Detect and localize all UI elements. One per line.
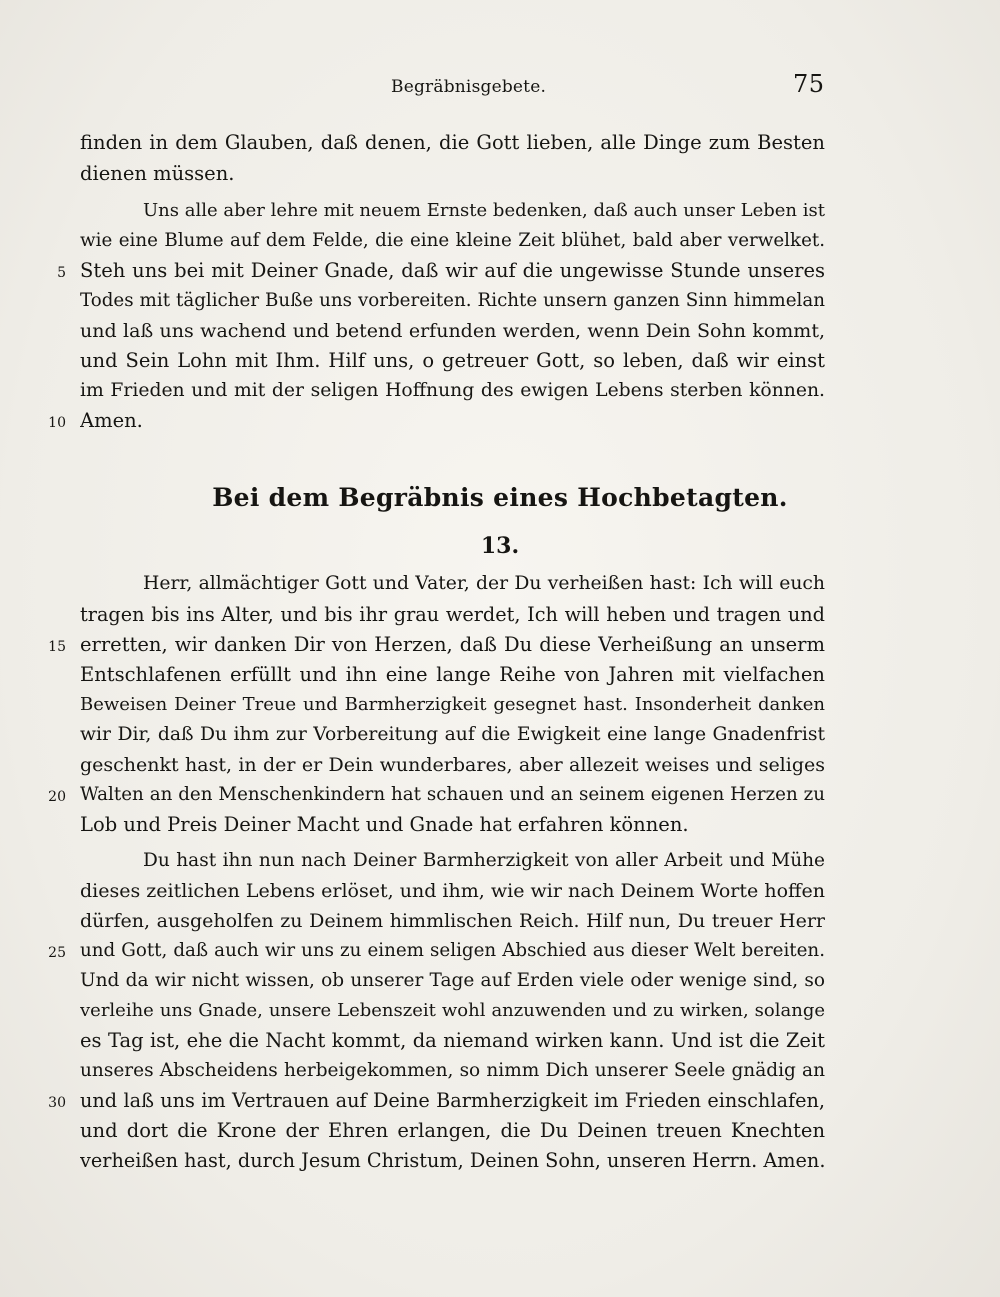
text-line: wie eine Blume auf dem Felde, die eine kleine Zeit blühet, bald aber verwelket.: [80, 230, 825, 251]
text-line: finden in dem Glauben, daß denen, die Gott lieben, alle Dinge zum Besten: [80, 131, 825, 154]
text-line: es Tag ist, ehe die Nacht kommt, da niemand wirken kann. Und ist die Zeit: [80, 1029, 825, 1052]
text-line: Lob und Preis Deiner Macht und Gnade hat erfahren können.: [80, 813, 689, 836]
text-line: und dort die Krone der Ehren erlangen, die Du Deinen treuen Knechten: [80, 1119, 825, 1142]
text-line: verheißen hast, durch Jesum Christum, Deinen Sohn, unseren Herrn. Amen.: [80, 1149, 825, 1172]
text-line: Amen.: [80, 409, 143, 432]
text-line: verleihe uns Gnade, unsere Lebenszeit wohl anzuwenden und zu wirken, solange: [80, 1000, 825, 1021]
line-number: 5: [57, 265, 66, 281]
text-line: im Frieden und mit der seligen Hoffnung des ewigen Lebens sterben können.: [80, 380, 825, 401]
text-line: Steh uns bei mit Deiner Gnade, daß wir auf die ungewisse Stunde unseres: [80, 259, 825, 282]
text-line: Herr, allmächtiger Gott und Vater, der Du verheißen hast: Ich will euch: [143, 573, 825, 594]
line-number: 20: [48, 789, 66, 805]
text-line: Und da wir nicht wissen, ob unserer Tage auf Erden viele oder wenige sind, so: [80, 970, 825, 991]
text-line: dürfen, ausgeholfen zu Deinem himmlischen Reich. Hilf nun, Du treuer Herr: [80, 910, 825, 932]
text-line: tragen bis ins Alter, und bis ihr grau werdet, Ich will heben und tragen und: [80, 603, 825, 626]
text-line: und laß uns wachend und betend erfunden werden, wenn Dein Sohn kommt,: [80, 320, 825, 342]
text-line: dieses zeitlichen Lebens erlöset, und ihm, wie wir nach Deinem Worte hoffen: [80, 880, 825, 902]
text-line: und Gott, daß auch wir uns zu einem seligen Abschied aus dieser Welt bereiten.: [80, 940, 825, 961]
text-line: Walten an den Menschenkindern hat schauen und an seinem eigenen Herzen zu: [80, 784, 825, 805]
text-line: Uns alle aber lehre mit neuem Ernste bedenken, daß auch unser Leben ist: [143, 200, 825, 221]
running-head: Begräbnisgebete.: [391, 77, 547, 97]
line-number: 10: [48, 415, 66, 431]
text-line: Du hast ihn nun nach Deiner Barmherzigkeit von aller Arbeit und Mühe: [143, 850, 825, 871]
line-number: 15: [48, 639, 66, 655]
prayer-number: 13.: [480, 533, 520, 559]
line-number: 25: [48, 945, 66, 961]
text-line: dienen müssen.: [80, 162, 235, 185]
text-line: erretten, wir danken Dir von Herzen, daß Du diese Verheißung an unserm: [80, 633, 825, 656]
text-line: und Sein Lohn mit Ihm. Hilf uns, o getreuer Gott, so leben, daß wir einst: [80, 349, 825, 372]
text-line: wir Dir, daß Du ihm zur Vorbereitung auf die Ewigkeit eine lange Gnadenfrist: [80, 724, 825, 745]
text-line: unseres Abscheidens herbeigekommen, so nimm Dich unserer Seele gnädig an: [80, 1060, 825, 1081]
line-number: 30: [48, 1095, 66, 1111]
text-line: Todes mit täglicher Buße uns vorbereiten. Richte unsern ganzen Sinn himmelan: [80, 290, 825, 311]
page-number: 75: [793, 70, 825, 98]
text-line: Entschlafenen erfüllt und ihn eine lange Reihe von Jahren mit vielfachen: [80, 663, 825, 686]
text-line: und laß uns im Vertrauen auf Deine Barmherzigkeit im Frieden einschlafen,: [80, 1089, 825, 1112]
text-line: geschenkt hast, in der er Dein wunderbares, aber allezeit weises und seliges: [80, 754, 825, 776]
section-heading: Bei dem Begräbnis eines Hochbetagten.: [212, 483, 788, 512]
text-line: Beweisen Deiner Treue und Barmherzigkeit gesegnet hast. Insonderheit danken: [80, 694, 825, 715]
